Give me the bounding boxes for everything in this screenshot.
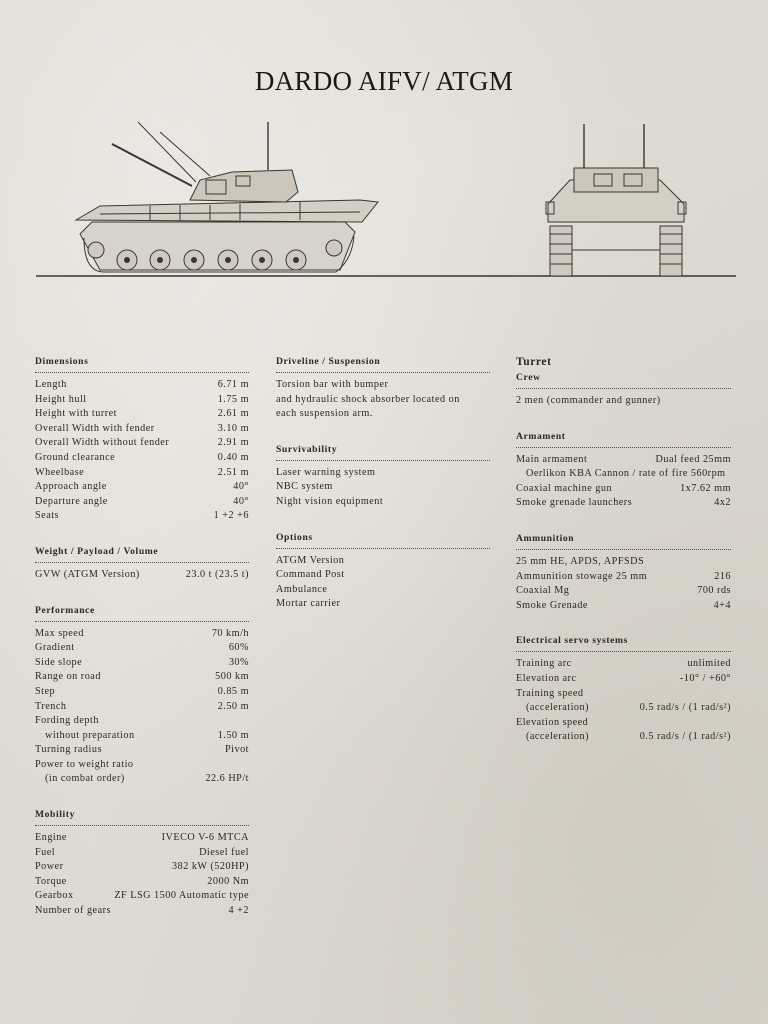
dimensions-value: 3.10 m — [217, 422, 249, 434]
driveline-text — [276, 378, 490, 422]
dimensions-label: Overall Width with fender — [35, 422, 155, 434]
performance-label: Max speed — [35, 627, 84, 639]
driveline-line: each suspension arm. — [276, 408, 373, 420]
dimensions-value: 6.71 m — [217, 379, 249, 390]
ammunition-heading: Ammunition — [516, 533, 731, 550]
armament-label: Oerlikon KBA Cannon / rate of fire 560rpm — [526, 468, 726, 480]
performance-value: 0.85 m — [217, 685, 249, 697]
performance-value: 2.50 m — [217, 700, 249, 712]
dimensions-list — [35, 378, 249, 524]
performance-label: Power to weight ratio — [35, 758, 134, 770]
ammunition-row — [516, 570, 731, 585]
dimensions-label: Wheelbase — [35, 466, 85, 478]
dimensions-label: Departure angle — [35, 495, 108, 507]
performance-value: 70 km/h — [211, 627, 249, 639]
performance-row — [35, 714, 249, 729]
dimensions-value: 0.40 m — [217, 451, 249, 463]
servo-row — [516, 657, 731, 672]
armament-row — [516, 482, 731, 497]
dimensions-row — [35, 509, 249, 524]
dimensions-row — [35, 393, 249, 408]
dimensions-label: Seats — [35, 510, 60, 522]
armament-heading: Armament — [516, 431, 731, 448]
crew-value: 2 men (commander and gunner) — [516, 395, 661, 406]
mobility-value: Diesel fuel — [199, 846, 249, 858]
dimensions-label: Length — [35, 379, 67, 390]
dimensions-heading: Dimensions — [35, 356, 249, 373]
performance-label: Step — [35, 685, 56, 697]
servo-value: -10° / +60° — [679, 672, 731, 684]
armament-row — [516, 467, 731, 482]
performance-value: 60% — [228, 642, 249, 654]
mobility-row — [35, 846, 249, 861]
servo-value: unlimited — [687, 658, 731, 670]
performance-heading: Performance — [35, 605, 249, 622]
mobility-label: Power — [35, 861, 64, 873]
performance-row — [35, 743, 249, 758]
dimensions-value: 2.51 m — [217, 466, 249, 478]
mobility-row — [35, 831, 249, 846]
dimensions-row — [35, 378, 249, 393]
performance-label: Side slope — [35, 656, 83, 668]
performance-label: Trench — [35, 700, 67, 712]
mobility-value: 4 +2 — [228, 905, 249, 917]
weight-row — [35, 568, 249, 583]
armament-value: 4x2 — [714, 497, 731, 509]
survivability-heading: Survivability — [276, 444, 490, 461]
performance-list — [35, 627, 249, 788]
vehicle-drawing — [0, 110, 768, 285]
performance-label: Range on road — [35, 671, 101, 683]
dimensions-label: Height hull — [35, 393, 87, 405]
options-heading: Options — [276, 532, 490, 549]
servo-label: Training arc — [516, 658, 572, 670]
dimensions-row — [35, 451, 249, 466]
survivability-line: Night vision equipment — [276, 495, 384, 507]
mobility-label: Gearbox — [35, 890, 74, 902]
dimensions-row — [35, 407, 249, 422]
servo-row — [516, 701, 731, 716]
servo-row — [516, 687, 731, 702]
dimensions-value: 40° — [233, 481, 249, 493]
mobility-heading: Mobility — [35, 809, 249, 826]
dimensions-label: Ground clearance — [35, 451, 116, 463]
weight-heading: Weight / Payload / Volume — [35, 546, 249, 563]
ammunition-value: 4+4 — [713, 599, 731, 611]
performance-row — [35, 758, 249, 773]
dimensions-value: 40° — [233, 495, 249, 507]
dimensions-row — [35, 495, 249, 510]
survivability-list — [276, 466, 490, 510]
performance-row — [35, 772, 249, 787]
dimensions-row — [35, 480, 249, 495]
ammunition-value: 700 rds — [697, 585, 731, 597]
mobility-label: Engine — [35, 832, 67, 844]
servo-row — [516, 716, 731, 731]
driveline-line: Torsion bar with bumper — [276, 379, 389, 390]
armament-row — [516, 453, 731, 468]
ammunition-label: 25 mm HE, APDS, APFSDS — [516, 555, 645, 567]
performance-row — [35, 729, 249, 744]
ammunition-row — [516, 599, 731, 614]
mobility-row — [35, 889, 249, 904]
dimensions-value: 2.61 m — [217, 408, 249, 420]
servo-label: Elevation speed — [516, 716, 589, 728]
page-title: DARDO AIFV/ ATGM — [254, 66, 514, 96]
servo-value: 0.5 rad/s / (1 rad/s²) — [639, 731, 731, 743]
performance-row — [35, 627, 249, 642]
performance-label: (in combat order) — [45, 773, 125, 785]
mobility-row — [35, 904, 249, 919]
options-list — [276, 554, 490, 612]
column-left — [35, 356, 249, 919]
mobility-list — [35, 831, 249, 919]
mobility-value: IVECO V-6 MTCA — [161, 832, 249, 844]
ammunition-row — [516, 584, 731, 599]
servo-heading: Electrical servo systems — [516, 635, 731, 652]
dimensions-row — [35, 436, 249, 451]
performance-row — [35, 700, 249, 715]
servo-label: Training speed — [516, 687, 584, 699]
performance-value: 1.50 m — [217, 729, 249, 741]
dimensions-label: Approach angle — [35, 481, 107, 493]
dimensions-row — [35, 466, 249, 481]
mobility-value: ZF LSG 1500 Automatic type — [114, 890, 249, 902]
armament-value: Dual feed 25mm — [655, 453, 731, 465]
performance-row — [35, 670, 249, 685]
armament-value: 1x7.62 mm — [680, 482, 731, 494]
dimensions-value: 2.91 m — [217, 437, 249, 449]
dimensions-label: Overall Width without fender — [35, 437, 170, 449]
dimensions-label: Height with turret — [35, 408, 117, 420]
mobility-value: 382 kW (520HP) — [172, 861, 249, 873]
servo-value: 0.5 rad/s / (1 rad/s²) — [639, 702, 731, 714]
performance-value: 30% — [228, 656, 249, 668]
armament-list — [516, 453, 731, 511]
performance-label: without preparation — [45, 729, 135, 741]
performance-label: Turning radius — [35, 744, 102, 756]
ammunition-value: 216 — [714, 570, 731, 582]
survivability-line: Laser warning system — [276, 466, 376, 478]
servo-label: (acceleration) — [526, 702, 589, 714]
options-line: Ambulance — [276, 583, 328, 595]
performance-value: Pivot — [224, 744, 249, 756]
servo-label: Elevation arc — [516, 672, 577, 684]
ammunition-row — [516, 555, 731, 570]
mobility-label: Fuel — [35, 846, 56, 858]
weight-label: GVW (ATGM Version) — [35, 568, 140, 580]
mobility-label: Number of gears — [35, 905, 111, 917]
crew-heading: Crew — [516, 372, 731, 389]
servo-label: (acceleration) — [526, 731, 589, 743]
performance-row — [35, 685, 249, 700]
performance-value: 22.6 HP/t — [205, 773, 249, 785]
dimensions-value: 1.75 m — [217, 393, 249, 405]
column-middle — [276, 356, 490, 612]
performance-row — [35, 641, 249, 656]
ammunition-label: Ammunition stowage 25 mm — [516, 570, 648, 582]
servo-list — [516, 657, 731, 745]
performance-row — [35, 656, 249, 671]
armament-row — [516, 496, 731, 511]
dimensions-value: 1 +2 +6 — [213, 510, 249, 522]
options-line: Mortar carrier — [276, 598, 341, 610]
options-line: ATGM Version — [276, 554, 345, 566]
servo-row — [516, 730, 731, 745]
survivability-line: NBC system — [276, 481, 333, 493]
armament-label: Smoke grenade launchers — [516, 497, 633, 509]
performance-label: Fording depth — [35, 715, 99, 727]
weight-list — [35, 568, 249, 583]
driveline-heading: Driveline / Suspension — [276, 356, 490, 373]
ammunition-list — [516, 555, 731, 613]
ammunition-label: Coaxial Mg — [516, 585, 570, 597]
servo-row — [516, 672, 731, 687]
driveline-line: and hydraulic shock absorber located on — [276, 393, 460, 405]
options-line: Command Post — [276, 569, 345, 581]
performance-value: 500 km — [215, 671, 249, 683]
mobility-row — [35, 875, 249, 890]
mobility-row — [35, 860, 249, 875]
column-right — [516, 356, 731, 745]
turret-heading: Turret — [516, 356, 552, 368]
mobility-label: Torque — [35, 875, 67, 887]
performance-label: Gradient — [35, 642, 75, 654]
ammunition-label: Smoke Grenade — [516, 599, 588, 611]
mobility-value: 2000 Nm — [207, 875, 249, 887]
armament-label: Main armament — [516, 453, 588, 465]
dimensions-row — [35, 422, 249, 437]
armament-label: Coaxial machine gun — [516, 482, 613, 494]
weight-value: 23.0 t (23.5 t) — [185, 568, 249, 580]
